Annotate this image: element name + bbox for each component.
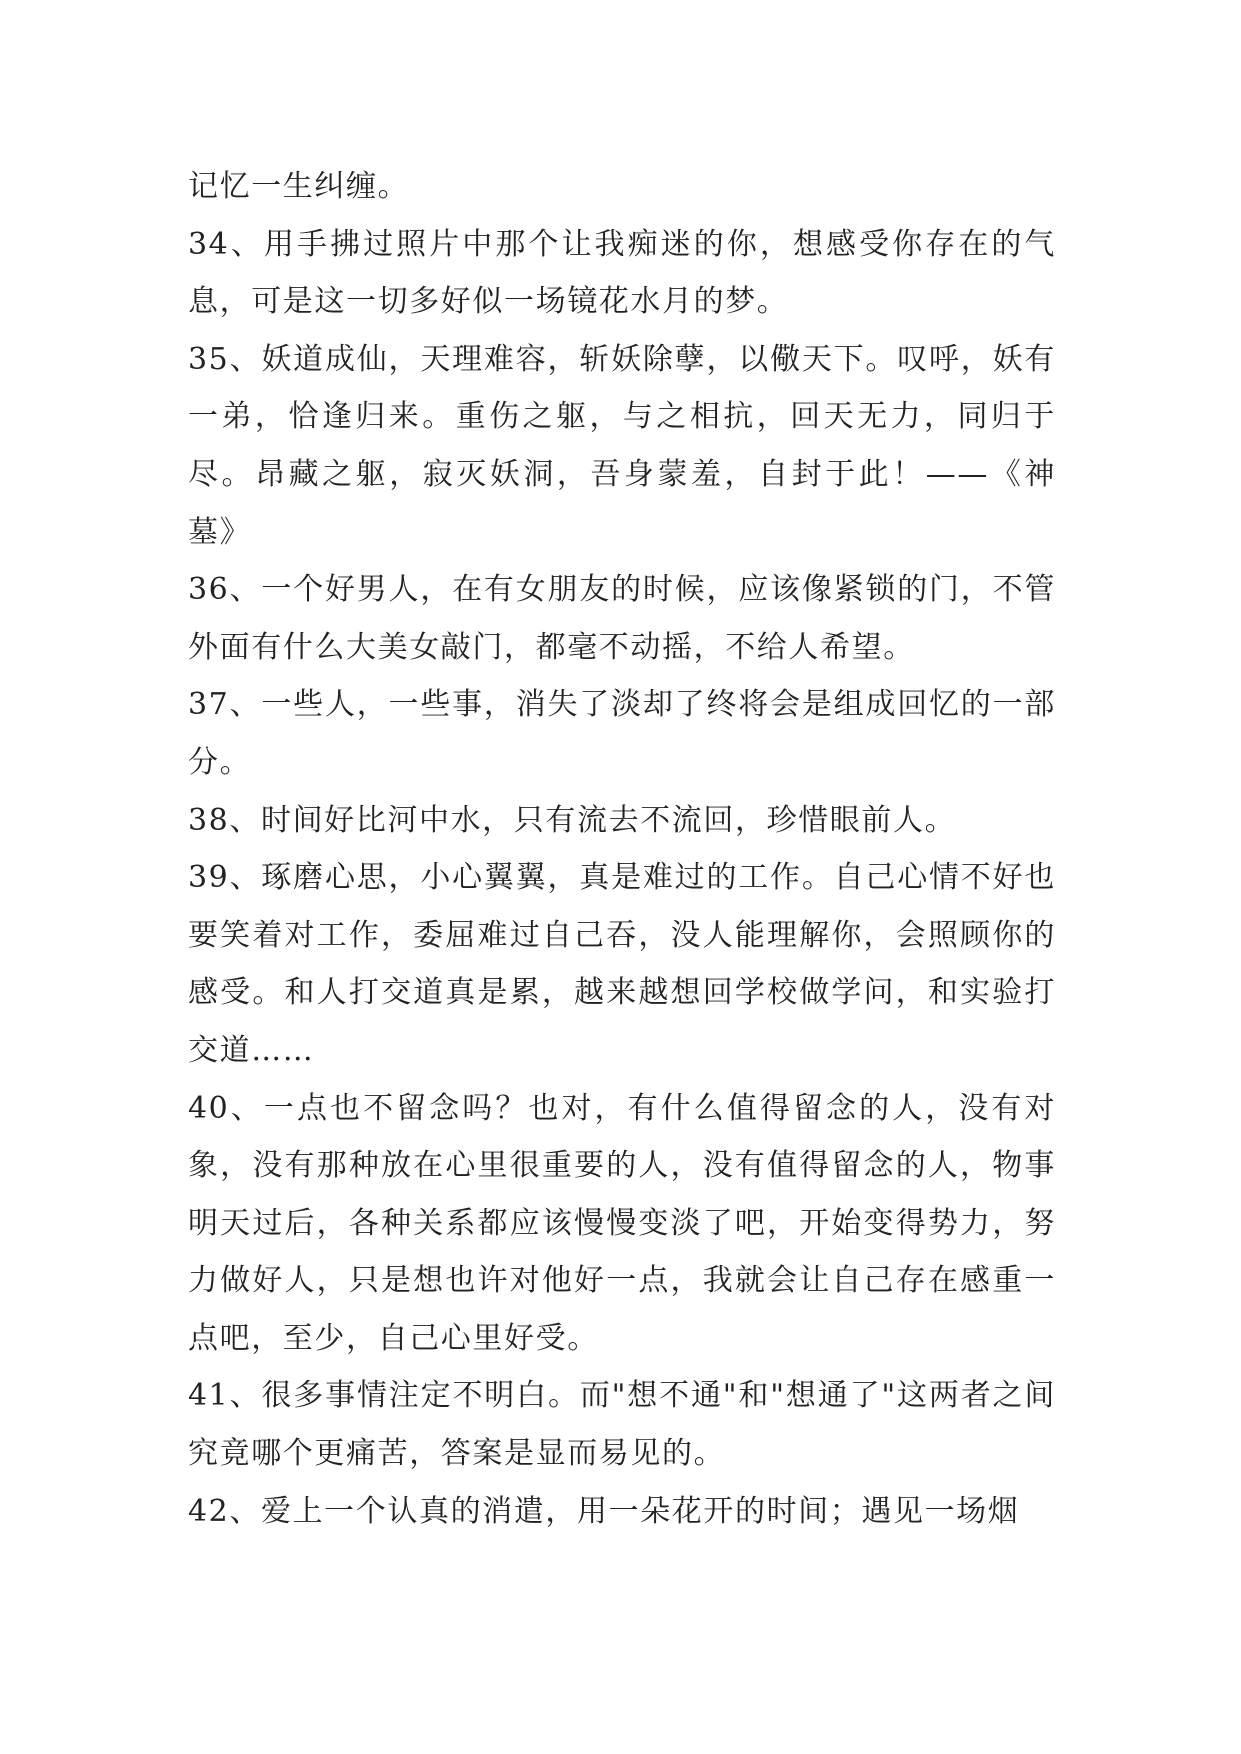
- paragraph-34: 34、用手拂过照片中那个让我痴迷的你，想感受你存在的气息，可是这一切多好似一场镜花水月的梦。: [188, 226, 1056, 320]
- paragraph-40: 40、一点也不留念吗？也对，有什么值得留念的人，没有对象，没有那种放在心里很重要的人，没有值得留念的人，物事明天过后，各种关系都应该慢慢变淡了吧，开始变得势力，努力做好人，只是想也许对他好一点，我就会让自己存在感重一点吧，至少，自己心里好受。: [188, 1090, 1056, 1356]
- document-body: [188, 158, 1056, 1540]
- paragraph-42: 42、爱上一个认真的消遣，用一朵花开的时间；遇见一场烟: [188, 1493, 1020, 1529]
- paragraph-35: 35、妖道成仙，天理难容，斩妖除孽，以儆天下。叹呼，妖有一弟，恰逢归来。重伤之躯，与之相抗，回天无力，同归于尽。昂藏之躯，寂灭妖洞，吾身蒙羞，自封于此！——《神墓》: [188, 341, 1056, 550]
- paragraph-36: 36、一个好男人，在有女朋友的时候，应该像紧锁的门，不管外面有什么大美女敲门，都毫不动摇，不给人希望。: [188, 572, 1056, 665]
- paragraph-37: 37、一些人，一些事，消失了淡却了终将会是组成回忆的一部分。: [188, 687, 1056, 780]
- paragraph-41: 41、很多事情注定不明白。而"想不通"和"想通了"这两者之间究竟哪个更痛苦，答案是显而易见的。: [188, 1378, 1056, 1472]
- paragraph-continuation: 记忆一生纠缠。: [188, 169, 410, 204]
- paragraph-39: 39、琢磨心思，小心翼翼，真是难过的工作。自己心情不好也要笑着对工作，委屈难过自己吞，没人能理解你，会照顾你的感受。和人打交道真是累，越来越想回学校做学问，和实验打交道……: [188, 860, 1056, 1068]
- paragraph-38: 38、时间好比河中水，只有流去不流回，珍惜眼前人。: [188, 802, 957, 838]
